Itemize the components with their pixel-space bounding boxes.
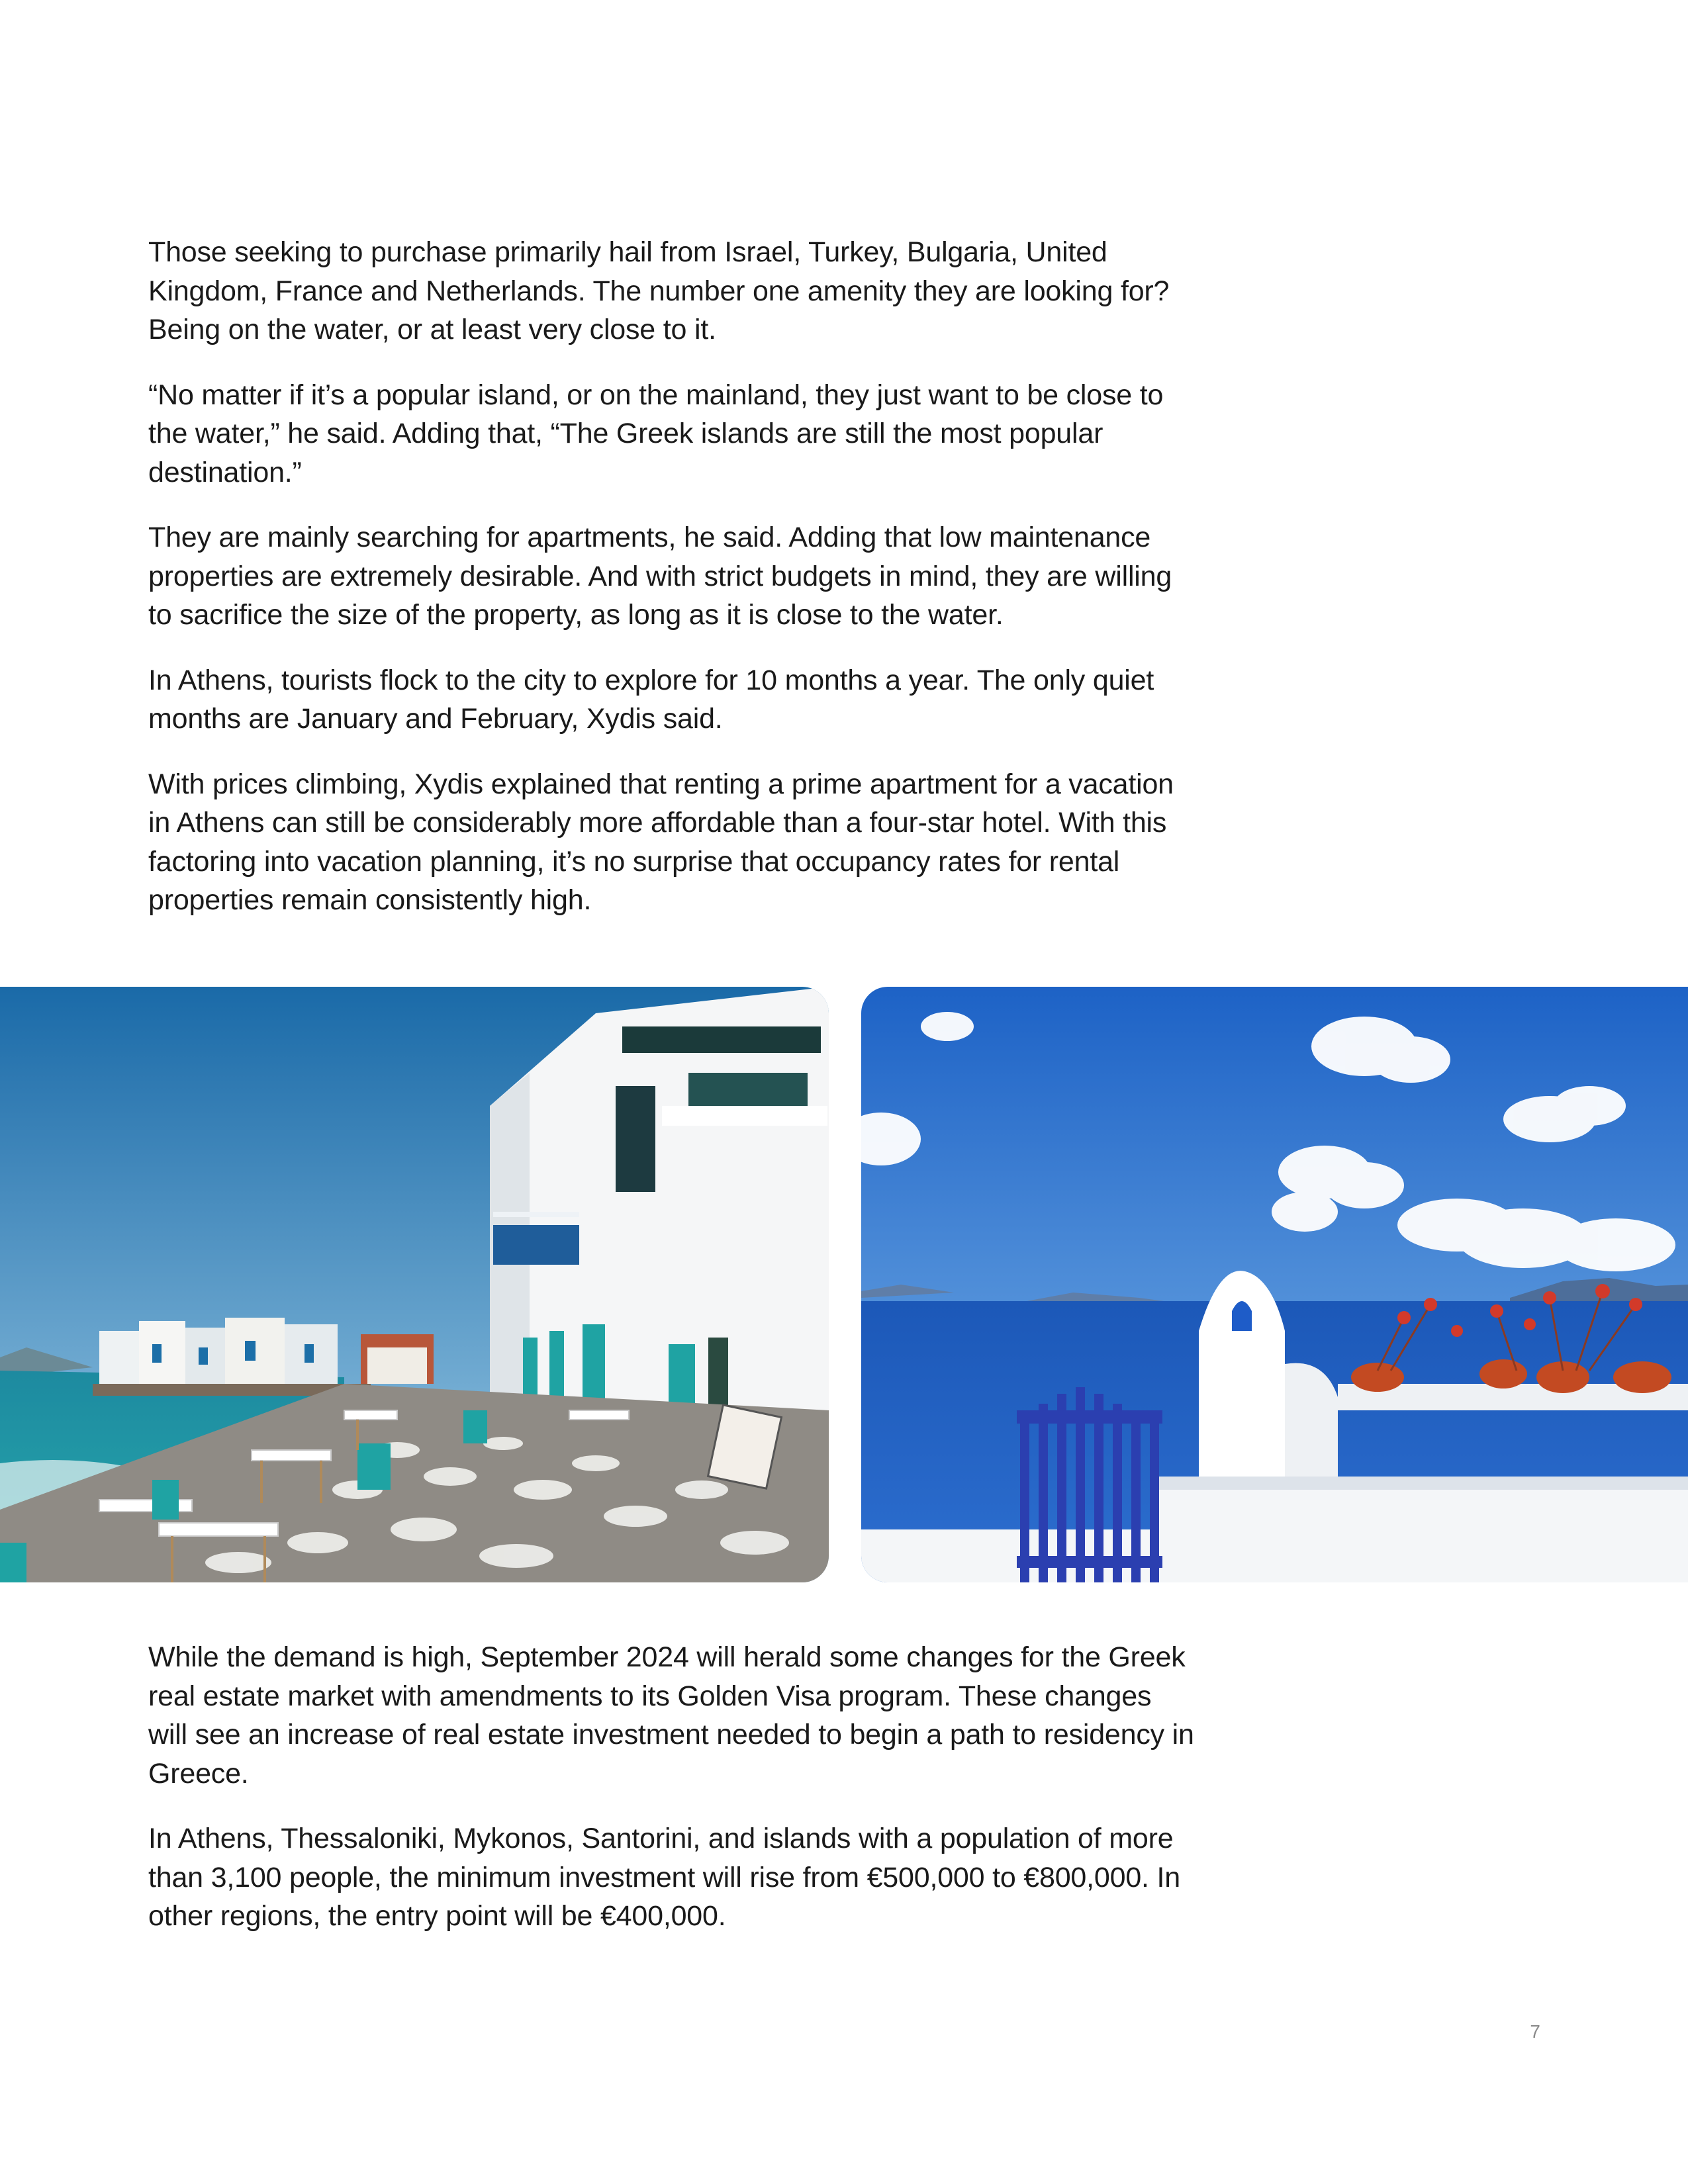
page-number: 7 — [1530, 2021, 1540, 2042]
article-text-top — [148, 233, 1194, 946]
paragraph: “No matter if it’s a popular island, or on the mainland, they just want to be close to the water,” he said. Adding that, “The Greek islands are still the most popular destination.” — [148, 379, 1164, 488]
photo-santorini-view — [861, 987, 1688, 1582]
paragraph: They are mainly searching for apartments, he said. Adding that low maintenance properties are extremely desirable. And with strict budgets in mind, they are willing to sacrifice the size of the property, as long as it is close to the water. — [148, 522, 1172, 631]
photo-mykonos-waterfront — [0, 987, 829, 1582]
paragraph: While the demand is high, September 2024 will herald some changes for the Greek real estate market with amendments to its Golden Visa program. These changes will see an increase of real estate investment needed to begin a path to residency in Greece. — [148, 1641, 1194, 1790]
paragraph: In Athens, Thessaloniki, Mykonos, Santorini, and islands with a population of more than 3,100 people, the minimum investment will rise from €500,000 to €800,000. In other regions, the entry point will be €400,000. — [148, 1823, 1180, 1932]
article-text-bottom — [148, 1638, 1194, 1962]
paragraph: Those seeking to purchase primarily hail from Israel, Turkey, Bulgaria, United Kingdom, France and Netherlands. The number one amenity they are looking for? Being on the water, or at least very close to it. — [148, 236, 1170, 345]
paragraph: With prices climbing, Xydis explained that renting a prime apartment for a vacation in Athens can still be considerably more affordable than a four-star hotel. With this factoring into vacation planning, it’s no surprise that occupancy rates for rental properties remain consistently high. — [148, 768, 1174, 916]
paragraph: In Athens, tourists flock to the city to explore for 10 months a year. The only quiet months are January and February, Xydis said. — [148, 664, 1154, 735]
